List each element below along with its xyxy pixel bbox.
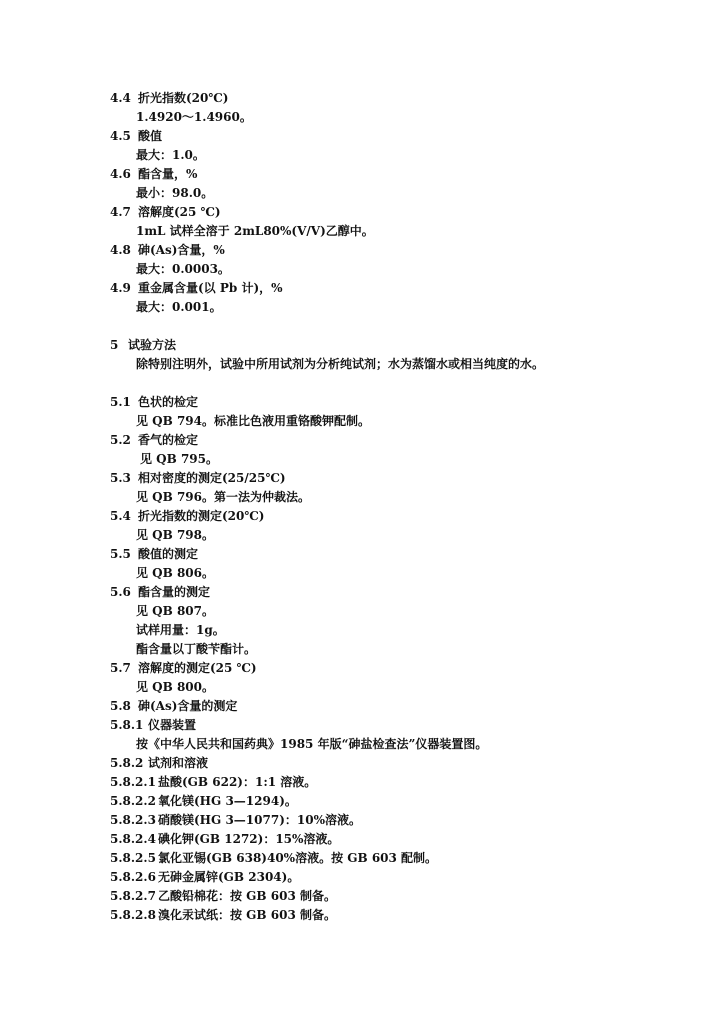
reagent-5-8-2-2: [110, 793, 297, 809]
section-number: 5.8.2.1: [110, 775, 156, 789]
section-title: 溶解度(25 ℃): [138, 205, 221, 219]
section-number: 5.8.2.6: [110, 870, 156, 884]
spec-item-4-4: [110, 90, 228, 106]
method-text: 按《中华人民共和国药典》1985 年版“砷盐检查法”仪器装置图。: [136, 737, 488, 751]
section-title: 折光指数的测定(20℃): [138, 509, 265, 523]
method-5-4: [110, 508, 264, 524]
section-number: 5.8.2.7: [110, 889, 156, 903]
reagent-5-8-2-6: [110, 869, 299, 885]
method-text: 见 QB 807。: [136, 604, 215, 618]
section-number: 4.8: [110, 243, 131, 257]
spec-item-4-9: [110, 280, 283, 296]
reagent-5-8-2-4: [110, 831, 339, 847]
section-title: 重金属含量(以 Pb 计)，%: [138, 281, 283, 295]
method-text: 见 QB 795。: [140, 452, 219, 466]
section-number: 5.1: [110, 395, 131, 409]
method-text: 见 QB 800。: [136, 680, 215, 694]
reagent-5-8-2-1: [110, 774, 316, 790]
spec-value: 1.4920～1.4960。: [136, 110, 252, 124]
reagent-text: 溴化汞试纸：按 GB 603 制备。: [158, 908, 336, 922]
section-number: 5.2: [110, 433, 131, 447]
method-text: 酯含量以丁酸苄酯计。: [136, 642, 257, 656]
method-text: 见 QB 806。: [136, 566, 215, 580]
spec-value: 最小：98.0。: [136, 186, 214, 200]
section-title: 酯含量的测定: [138, 585, 211, 599]
reagent-text: 氧化镁(HG 3—1294)。: [158, 794, 297, 808]
section-title: 砷(As)含量的测定: [138, 699, 238, 713]
section-number: 4.5: [110, 129, 131, 143]
method-5-8-2: [110, 755, 208, 771]
reagent-text: 乙酸铅棉花：按 GB 603 制备。: [158, 889, 336, 903]
reagent-text: 氯化亚锡(GB 638)40%溶液。按 GB 603 配制。: [158, 851, 438, 865]
section-title: 溶解度的测定(25 ℃): [138, 661, 257, 675]
section-title: 香气的检定: [138, 433, 199, 447]
reagent-text: 盐酸(GB 622)：1:1 溶液。: [158, 775, 317, 789]
method-5-6: [110, 584, 210, 600]
reagent-5-8-2-3: [110, 812, 361, 828]
section-title: 酸值的测定: [138, 547, 199, 561]
method-5-7: [110, 660, 257, 676]
reagent-text: 碘化钾(GB 1272)：15%溶液。: [158, 832, 340, 846]
section-title: 酸值: [138, 129, 163, 143]
section-number: 5.7: [110, 661, 131, 675]
section-number: 5.3: [110, 471, 131, 485]
section-title: 色状的检定: [138, 395, 199, 409]
method-text: 见 QB 794。标准比色液用重铬酸钾配制。: [136, 414, 371, 428]
spec-item-4-8: [110, 242, 225, 258]
spec-value: 1mL 试样全溶于 2mL80%(V/V)乙醇中。: [136, 224, 374, 238]
method-text: 见 QB 796。第一法为仲裁法。: [136, 490, 311, 504]
spec-value: 最大：0.0003。: [136, 262, 230, 276]
method-5-1: [110, 394, 198, 410]
section-number: 5.8.2.5: [110, 851, 156, 865]
reagent-text: 无砷金属锌(GB 2304)。: [158, 870, 300, 884]
reagent-5-8-2-5: [110, 850, 437, 866]
method-5-2: [110, 432, 198, 448]
reagent-5-8-2-8: [110, 907, 336, 923]
method-5-8-1: [110, 717, 196, 733]
section-number: 4.4: [110, 91, 131, 105]
section-number: 5.6: [110, 585, 131, 599]
section-number: 4.6: [110, 167, 131, 181]
section-title: 试验方法: [128, 338, 177, 352]
spec-item-4-5: [110, 128, 162, 144]
method-text: 见 QB 798。: [136, 528, 215, 542]
section-number: 5.5: [110, 547, 131, 561]
section-5-note: 除特别注明外，试验中所用试剂为分析纯试剂；水为蒸馏水或相当纯度的水。: [136, 357, 545, 371]
section-number: 5.8.2.4: [110, 832, 156, 846]
reagent-5-8-2-7: [110, 888, 336, 904]
section-number: 5.8.2.8: [110, 908, 156, 922]
section-number: 5.8.2.2: [110, 794, 156, 808]
section-5-heading: [110, 337, 176, 353]
method-text: 试样用量：1g。: [136, 623, 225, 637]
section-number: 5.8.2: [110, 756, 144, 770]
section-number: 4.9: [110, 281, 131, 295]
spec-item-4-7: [110, 204, 221, 220]
spec-value: 最大：1.0。: [136, 148, 205, 162]
section-title: 仪器装置: [148, 718, 197, 732]
spec-value: 最大：0.001。: [136, 300, 222, 314]
section-number: 5: [110, 338, 119, 352]
method-5-3: [110, 470, 286, 486]
spec-item-4-6: [110, 166, 197, 182]
section-title: 试剂和溶液: [148, 756, 209, 770]
section-number: 4.7: [110, 205, 131, 219]
reagent-text: 硝酸镁(HG 3—1077)：10%溶液。: [158, 813, 361, 827]
section-title: 砷(As)含量，%: [138, 243, 225, 257]
section-title: 折光指数(20℃): [138, 91, 229, 105]
method-5-8: [110, 698, 237, 714]
section-number: 5.4: [110, 509, 131, 523]
method-5-5: [110, 546, 198, 562]
section-title: 相对密度的测定(25/25℃): [138, 471, 286, 485]
section-title: 酯含量，%: [138, 167, 198, 181]
section-number: 5.8.1: [110, 718, 144, 732]
section-number: 5.8.2.3: [110, 813, 156, 827]
section-number: 5.8: [110, 699, 131, 713]
